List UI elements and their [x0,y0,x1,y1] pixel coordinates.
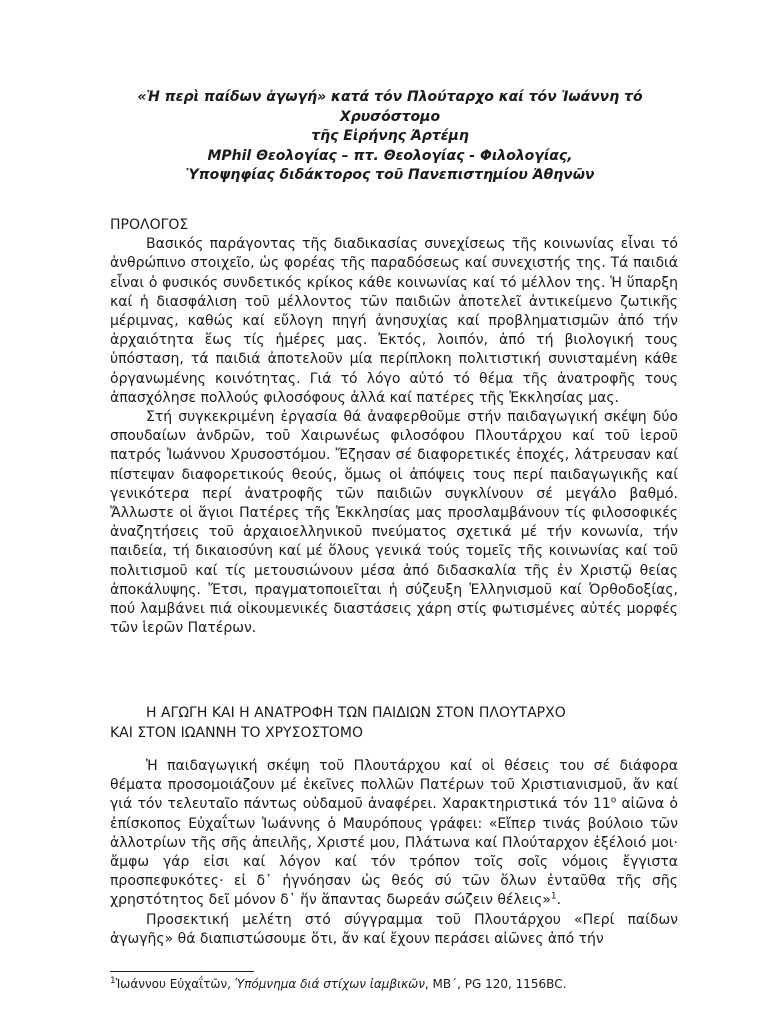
section-heading [110,704,678,743]
prologue-heading: ΠΡΟΛΟΓΟΣ [110,217,189,233]
footnote-reference[interactable]: 1 [550,891,557,902]
footnote-reference-text: , ΜΒ΄, PG 120, 1156BC. [424,977,567,991]
author-line: τῆς Εἰρήνης Ἀρτέμη [311,128,469,144]
prologue-paragraph-2: Στή συγκεκριμένη ἐργασία θά ἀναφερθοῦμε στήν παιδαγωγική σκέψη δύο σπουδαίων ἀνδρῶν, τοῦ Χαιρωνέως φιλοσόφου Πλουτάρχου καί τοῦ ἱεροῦ πατρός Ἰωάννου Χρυσοστόμου. Ἔζησαν σέ διαφορετικές ἐποχές, λάτρευσαν καί πίστεψαν διαφορετικούς θεούς, ὅμως οἱ ἀπόψεις τους περί παιδαγωγικῆς καί γενικότερα περί ἀνατροφῆς τῶν παιδιῶν συγκλίνουν σέ μεγάλο βαθμό. Ἄλλωστε οἱ ἅγιοι Πατέρες τῆς Ἐκκλησίας μας προσλαμβάνουν τίς φιλοσοφικές ἀναζητήσεις τοῦ ἀρχαιοελληνικοῦ πνεύματος σχετικά μέ τήν κονωνία, τήν παιδεία, τή δικαιοσύνη καί μέ ὅλους γενικά τούς τομεῖς τῆς κοινωνίας καί τοῦ πολιτισμοῦ καί τίς μετουσιώνουν μέσα ἀπό διδασκαλία τῆς ἐν Χριστῷ θείας ἀποκάλυψης. Ἔτσι, πραγματοποιεῖται ἡ σύζευξη Ἑλληνισμοῦ καί Ὀρθοδοξίας, πού λαμβάνει πιά οἰκουμενικές διαστάσεις χάρη στίς φωτισμένες αὐτές μορφές τῶν ἱερῶν Πατέρων. [110,409,678,637]
footnote-separator [110,971,254,972]
footnote-author: Ἰωάννου Εὐχαΐτῶν, [115,977,235,991]
footnote-work-title: Ὑπόμνημα διά στίχων ἰαμβικῶν [234,977,425,991]
prologue-paragraph-1: Βασικός παράγοντας τῆς διαδικασίας συνεχίσεως τῆς κοινωνίας εἶναι τό ἀνθρώπινο στοιχεῖο, ὡς φορέας τῆς παραδόσεως καί συνεχιστής της. Τά παιδιά εἶναι ὁ φυσικός συνδετικός κρίκος κάθε κοινωνίας καί τό μέλλον της. Ἡ ὕπαρξη καί ἡ διασφάλιση τοῦ μέλλοντος τῶν παιδιῶν ἀποτελεῖ ἀντικείμενο ζωτικῆς μέριμνας, καθώς καί εὔλογη πηγή ἀνησυχίας καί προβληματισμῶν ἀπό τήν ἀρχαιότητα ἕως τίς ἡμέρες μας. Ἐκτός, λοιπόν, ἀπό τή βιολογική τους ὑπόσταση, τά παιδιά ἀποτελοῦν μία περίπλοκη πολιτιστική συνισταμένη κάθε ὀργανωμένης κοινότητας. Γιά τό λόγο αὐτό τό θέμα τῆς ἀνατροφῆς τους ἀπασχόλησε πολλούς φιλοσόφους ἀλλά καί πατέρες τῆς Ἐκκλησίας μας. [110,236,678,406]
paragraph-end: . [556,892,562,909]
ordinal-superscript: ο [610,795,617,806]
document-title [100,88,680,186]
section-paragraph-1 [110,757,678,911]
section-heading-line-2: ΚΑΙ ΣΤΟΝ ΙΩΑΝΝΗ ΤΟ ΧΡΥΣΟΣΤΟΜΟ [110,724,363,741]
author-affiliation-line: Ὑποψηφίας διδάκτορος τοῦ Πανεπιστημίου Ἀθηνῶν [185,167,595,183]
footnote [110,976,690,992]
section-paragraph-2: Προσεκτική μελέτη στό σύγγραμμα τοῦ Πλουτάρχου «Περί παίδων ἀγωγῆς» θά διαπιστώσουμε ὅτι, ἄν καί ἔχουν περάσει αἰῶνες ἀπό τήν [110,911,678,947]
section-body [110,757,678,949]
title-line-2: Χρυσόστομο [339,108,441,125]
footnote-mark: 1 [110,976,116,986]
title-line-1: «Ἡ περὶ παίδων ἀγωγή» κατά τόν Πλούταρχο καί τόν Ἰωάννη τό [137,89,643,105]
paragraph-text: αἰῶνα ὁ ἐπίσκοπος Εὐχαΐτων Ἰωάννης ὁ Μαυρόπους γράφει: «Εἴπερ τινάς βούλοιο τῶν ἀλλοτρίων τῆς σῆς ἀπειλῆς, Χριστέ μου, Πλάτωνα καί Πλούταρχον ἐξέλοιό μοι· ἄμφω γάρ εἰσι καί λόγον καί τόν τρόπον τοῖς σοῖς νόμοις ἔγγιστα προσπεφυκότες· εἰ δ᾽ ἠγνόησαν ὡς θεός σύ τῶν ὅλων ἐνταῦθα τῆς σῆς χρηστότητος δεῖ μόνον δ᾽ ἥν ἅπαντας δωρεάν σώζειν θέλεις» [110,796,678,909]
author-degree-line: MPhil Θεολογίας – πτ. Θεολογίας - Φιλολογίας, [207,147,573,164]
section-heading-line-1: Η ΑΓΩΓΗ ΚΑΙ Η ΑΝΑΤΡΟΦΗ ΤΩΝ ΠΑΙΔΙΩΝ ΣΤΟΝ ΠΛΟΥΤΑΡΧΟ [146,705,566,721]
prologue-section [110,216,678,638]
paragraph-text: Ἡ παιδαγωγική σκέψη τοῦ Πλουτάρχου καί οἱ θέσεις του σέ διάφορα θέματα προσομοιάζουν μέ ἐκεῖνες πολλῶν Πατέρων τοῦ Χριστιανισμοῦ, ἄν καί γιά τόν τελευταῖο πάντως οὐδαμοῦ ἀναφέρει. Χαρακτηριστικά τόν 11 [110,758,678,813]
